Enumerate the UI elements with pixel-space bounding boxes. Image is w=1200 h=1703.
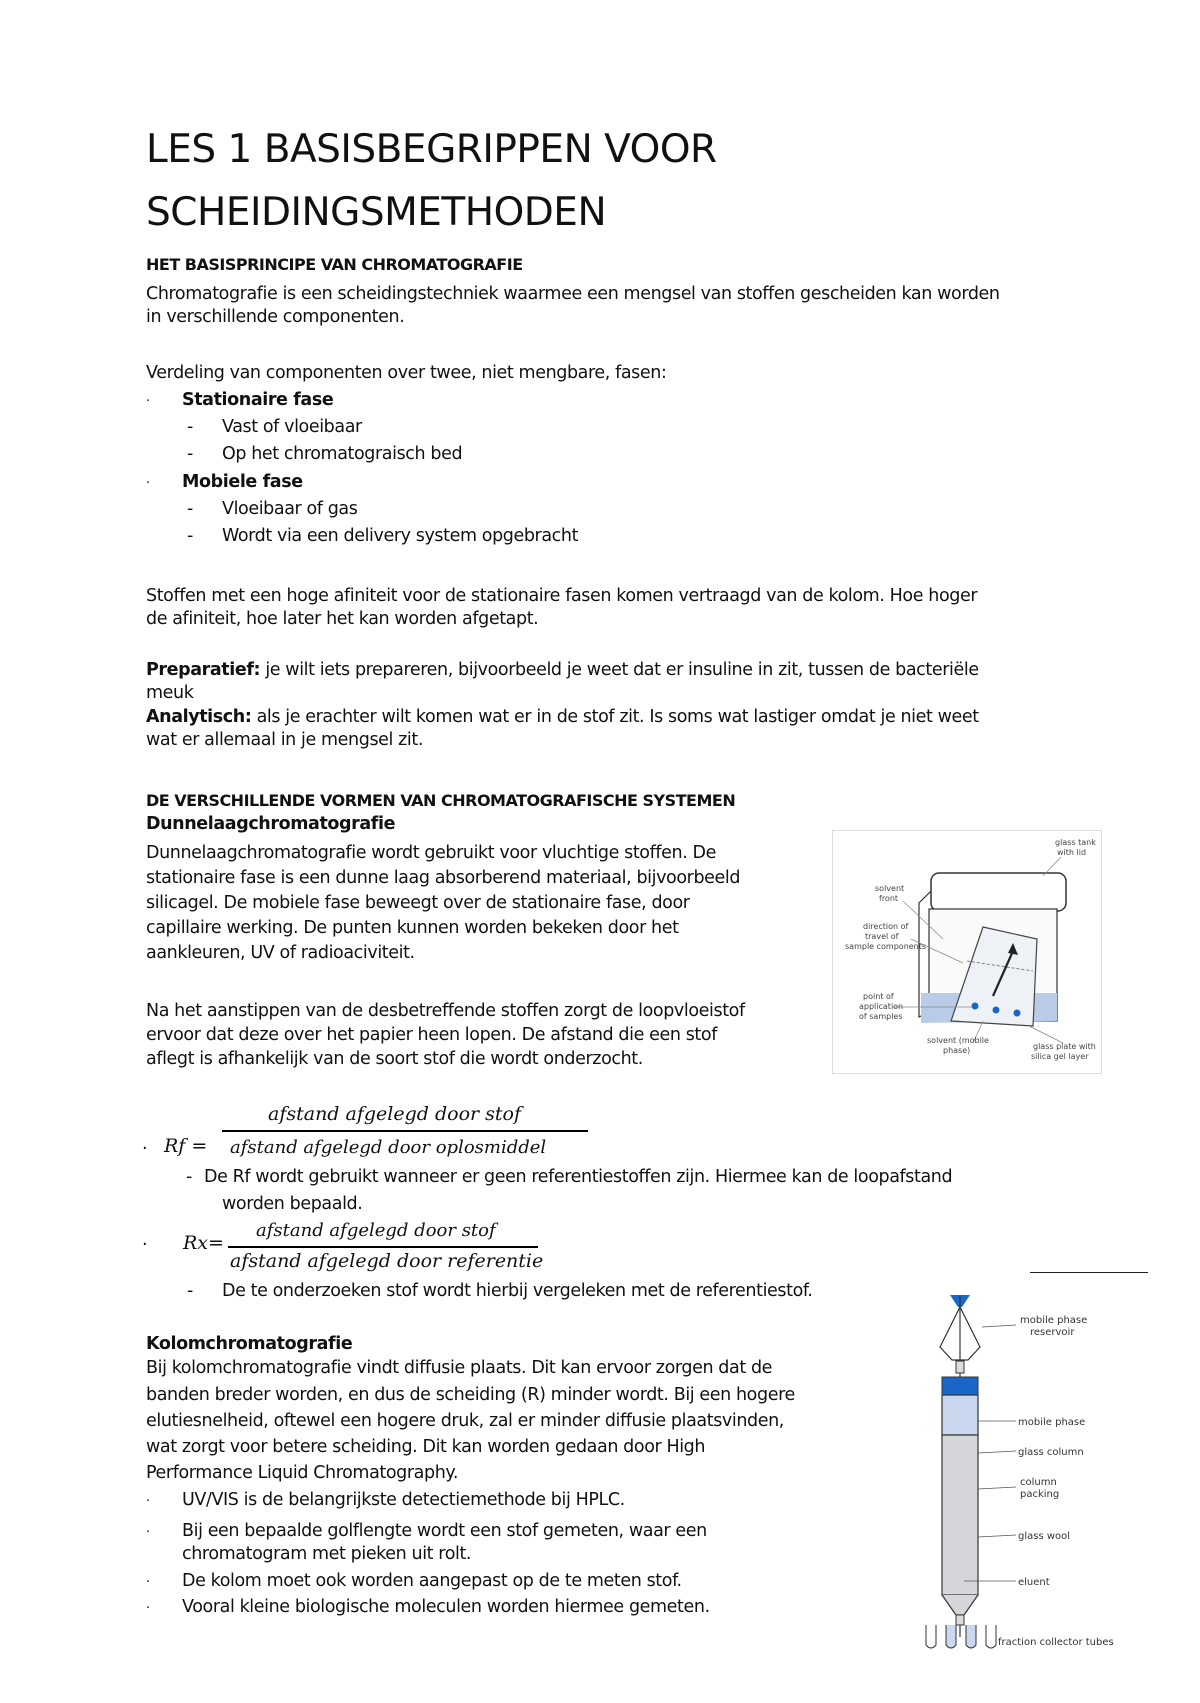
kolom-line-5: Performance Liquid Chromatography.: [146, 1463, 459, 1483]
sample-spot: [993, 1007, 1000, 1014]
rf-note-line-1: De Rf wordt gebruikt wanneer er geen referentiestoffen zijn. Hiermee kan de loopafstand: [204, 1167, 953, 1187]
tlc-para1-line-4: capillaire werking. De punten kunnen worden bekeken door het: [146, 918, 679, 938]
tlc-para2-line-3: aflegt is afhankelijk van de soort stof die wordt onderzocht.: [146, 1049, 643, 1069]
analytisch-paragraph: [146, 706, 979, 728]
kolom-bullet-2-line-1: Bij een bepaalde golflengte wordt een stof gemeten, waar een: [182, 1521, 707, 1541]
label-glass-plate: glass plate with: [1033, 1042, 1096, 1051]
tlc-figure: [832, 830, 1102, 1074]
bullet-dot: ·: [146, 394, 150, 409]
label-point: point of: [863, 992, 894, 1001]
tank-lid: [931, 873, 1066, 911]
tlc-para1-line-5: aankleuren, UV of radioaciviteit.: [146, 943, 415, 963]
section-heading-vormen: DE VERSCHILLENDE VORMEN VAN CHROMATOGRAFISCHE SYSTEMEN: [146, 791, 736, 810]
label-glass-wool: glass wool: [1018, 1531, 1071, 1542]
phase-stationaire-sub-2: Op het chromatograisch bed: [222, 444, 463, 464]
bullet-dot: ·: [146, 1575, 150, 1590]
phase-mobiele-sub-1: Vloeibaar of gas: [222, 499, 358, 519]
bullet-dot: ·: [146, 1601, 150, 1616]
kolom-bullet-2-line-2: chromatogram met pieken uit rolt.: [182, 1544, 472, 1564]
label-eluent: eluent: [1018, 1577, 1050, 1588]
label-direction: direction of: [863, 922, 909, 931]
verdeling-text: Verdeling van componenten over twee, niet mengbare, fasen:: [146, 363, 667, 383]
subheading-kolom: Kolomchromatografie: [146, 1334, 353, 1354]
column-packing: [942, 1435, 978, 1595]
rx-note: De te onderzoeken stof wordt hierbij vergeleken met de referentiestof.: [222, 1281, 813, 1301]
tlc-para1-line-3: silicagel. De mobiele fase beweegt over de stationaire fase, door: [146, 893, 690, 913]
page-title-line1: LES 1 BASISBEGRIPPEN VOOR: [146, 127, 717, 172]
tlc-diagram: [833, 831, 1101, 1073]
kolom-line-2: banden breder worden, en dus de scheiding (R) minder wordt. Bij een hogere: [146, 1385, 795, 1405]
preparatief-continuation: meuk: [146, 683, 194, 703]
tlc-para1-line-1: Dunnelaagchromatografie wordt gebruikt voor vluchtige stoffen. De: [146, 843, 716, 863]
analytisch-continuation: wat er allemaal in je mengsel zit.: [146, 730, 424, 750]
label-solvent-front: solvent: [875, 884, 905, 893]
kolom-line-1: Bij kolomchromatografie vindt diffusie plaats. Dit kan ervoor zorgen dat de: [146, 1358, 773, 1378]
kolom-bullet-3: De kolom moet ook worden aangepast op de te meten stof.: [182, 1571, 682, 1591]
bullet-dot: ·: [146, 476, 150, 491]
rx-numerator: afstand afgelegd door stof: [256, 1220, 496, 1241]
rx-bullet: ·: [142, 1235, 148, 1255]
dash: -: [186, 1167, 192, 1187]
rx-denominator: afstand afgelegd door referentie: [230, 1250, 544, 1272]
intro-line-1: Chromatografie is een scheidingstechniek waarmee een mengsel van stoffen gescheiden kan worden: [146, 284, 1000, 304]
divider-line: [1030, 1272, 1148, 1273]
phase-mobiele-sub-2: Wordt via een delivery system opgebracht: [222, 526, 579, 546]
dash: -: [187, 526, 193, 546]
tlc-para2-line-2: ervoor dat deze over het papier heen lopen. De afstand die een stof: [146, 1025, 717, 1045]
affinity-line-2: de afiniteit, hoe later het kan worden afgetapt.: [146, 609, 539, 629]
kolom-bullet-1: UV/VIS is de belangrijkste detectiemethode bij HPLC.: [182, 1490, 625, 1510]
preparatief-text: je wilt iets prepareren, bijvoorbeeld je weet dat er insuline in zit, tussen de bacteriële: [260, 660, 979, 680]
affinity-line-1: Stoffen met een hoge afiniteit voor de stationaire fasen komen vertraagd van de kolom. Hoe hoger: [146, 586, 978, 606]
kolom-line-3: elutiesnelheid, oftewel een hogere druk, zal er minder diffusie plaatsvinden,: [146, 1411, 784, 1431]
rx-fraction-bar: [228, 1246, 538, 1248]
column-diagram: [912, 1285, 1152, 1653]
label-glass-column: glass column: [1018, 1447, 1084, 1458]
rf-fraction-bar: [222, 1130, 588, 1132]
label-fraction-tubes: fraction collector tubes: [998, 1637, 1114, 1648]
label-solvent-mobile: solvent (mobile: [927, 1036, 989, 1045]
kolom-line-4: wat zorgt voor betere scheiding. Dit kan worden gedaan door High: [146, 1437, 706, 1457]
svg-text:glass tank with lid: glass tank with lid solvent front direction of travel of sample components point of application of samples solvent (mobile phase) glass plate with silica gel layer: [845, 838, 1096, 1061]
tlc-para1-line-2: stationaire fase is een dunne laag absorberend materiaal, bijvoorbeeld: [146, 868, 741, 888]
rf-note-line-2: worden bepaald.: [222, 1194, 363, 1214]
analytisch-label: Analytisch:: [146, 707, 252, 727]
intro-line-2: in verschillende componenten.: [146, 307, 405, 327]
label-mobile-phase: mobile phase: [1018, 1417, 1086, 1428]
dash: -: [187, 417, 193, 437]
sample-spot: [972, 1003, 979, 1010]
column-figure: [912, 1285, 1152, 1653]
rf-bullet: ·: [142, 1139, 148, 1159]
svg-text:mobile phase reservoir: mobile phase reservoir mobile phase glass column column packing glass wool eluent fraction collector tubes: [998, 1315, 1114, 1648]
dash: -: [187, 499, 193, 519]
label-reservoir: mobile phase: [1020, 1315, 1088, 1326]
section-heading-basisprincipe: HET BASISPRINCIPE VAN CHROMATOGRAFIE: [146, 255, 523, 274]
dash: -: [187, 1281, 193, 1301]
dash: -: [187, 444, 193, 464]
subheading-dunnelaag: Dunnelaagchromatografie: [146, 814, 396, 834]
bullet-dot: ·: [146, 1494, 150, 1509]
rf-lhs: Rf =: [164, 1135, 208, 1157]
kolom-bullet-4: Vooral kleine biologische moleculen worden hiermee gemeten.: [182, 1597, 710, 1617]
tlc-para2-line-1: Na het aanstippen van de desbetreffende stoffen zorgt de loopvloeistof: [146, 1001, 745, 1021]
rf-denominator: afstand afgelegd door oplosmiddel: [230, 1137, 547, 1158]
label-column-packing: column: [1020, 1477, 1057, 1488]
mobile-phase-region: [942, 1395, 978, 1435]
bullet-dot: ·: [146, 1525, 150, 1540]
phase-stationaire-label: Stationaire fase: [182, 390, 334, 410]
analytisch-text: als je erachter wilt komen wat er in de stof zit. Is soms wat lastiger omdat je niet weet: [251, 707, 979, 727]
label-glass-tank: glass tank: [1055, 838, 1096, 847]
sample-spot: [1014, 1010, 1021, 1017]
preparatief-paragraph: [146, 659, 979, 681]
preparatief-label: Preparatief:: [146, 660, 261, 680]
phase-mobiele-label: Mobiele fase: [182, 472, 303, 492]
phase-stationaire-sub-1: Vast of vloeibaar: [222, 417, 362, 437]
rf-numerator: afstand afgelegd door stof: [268, 1103, 521, 1125]
page-title-line2: SCHEIDINGSMETHODEN: [146, 190, 607, 235]
rx-lhs: Rx=: [183, 1232, 224, 1254]
